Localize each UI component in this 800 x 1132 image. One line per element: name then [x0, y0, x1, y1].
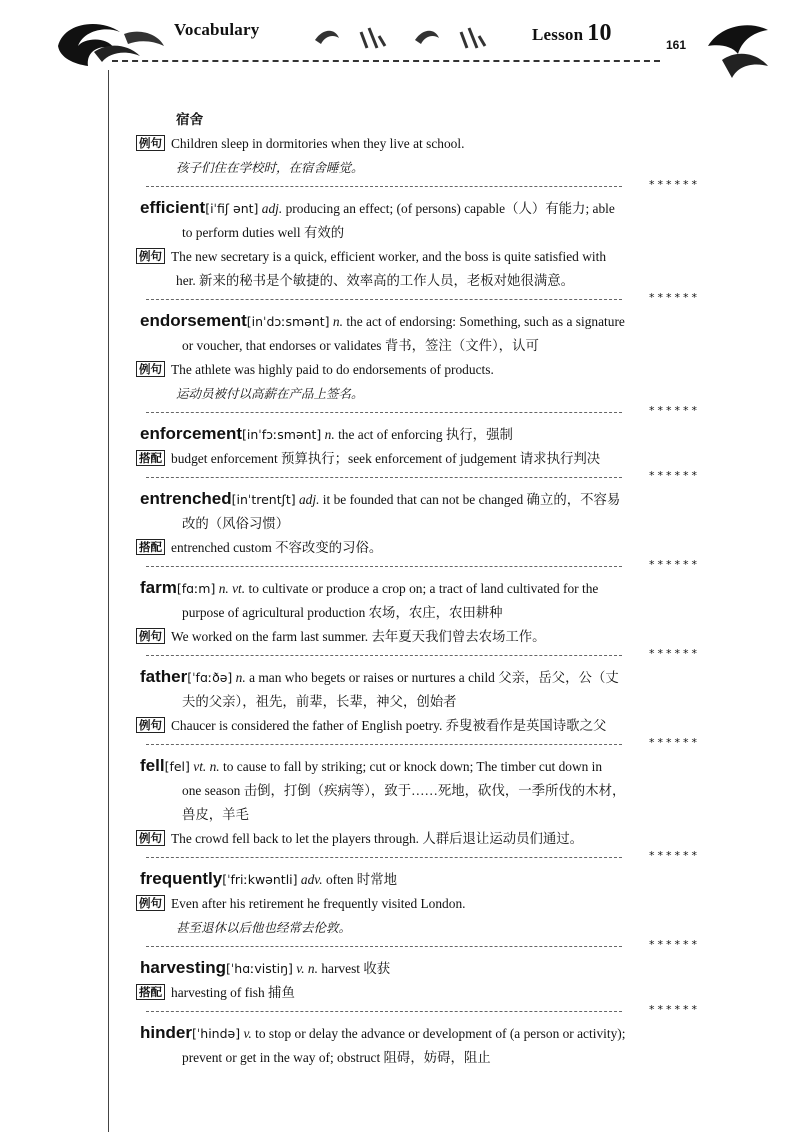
example-tag: 例句	[136, 830, 165, 846]
entry-chinese: 宿舍	[176, 112, 204, 127]
part-of-speech: n.	[332, 314, 343, 329]
margin-line	[108, 70, 109, 1132]
definition-continuation: purpose of agricultural production 农场，农庄，农田耕种	[182, 605, 503, 620]
part-of-speech: n.	[324, 427, 335, 442]
headword: hinder	[140, 1023, 192, 1042]
pronunciation: [iˈfiʃ ənt]	[205, 201, 259, 216]
vocab-entry	[140, 422, 700, 471]
definition-text: the act of endorsing: Something, such as a signature	[346, 314, 625, 329]
part-of-speech: n. vt.	[218, 581, 246, 596]
entry-separator	[140, 406, 700, 420]
example-continuation: her. 新来的秘书是个敏捷的、效率高的工作人员，老板对她很满意。	[176, 273, 574, 288]
collocation-tag: 搭配	[136, 984, 165, 1000]
separator-dash	[146, 946, 622, 947]
definition-text: it be founded that can not be changed 确立的，不容易	[322, 492, 621, 507]
separator-dash	[146, 477, 622, 478]
headword: father	[140, 667, 188, 686]
separator-dash	[146, 412, 622, 413]
entry-separator	[140, 940, 700, 954]
example-text: We worked on the farm last summer. 去年夏天我们曾去农场工作。	[171, 629, 546, 644]
example-line	[136, 714, 700, 738]
headword: frequently	[140, 869, 223, 888]
example-line	[136, 625, 700, 649]
separator-stars: ******	[649, 1003, 700, 1016]
decorative-motif-icon	[305, 18, 505, 54]
definition-text: producing an effect; (of persons) capable（人）有能力; able	[285, 201, 615, 216]
separator-dash	[146, 655, 622, 656]
vocab-entry	[140, 309, 700, 406]
definition-text: to cause to fall by striking; cut or knock down; The timber cut down in	[223, 759, 603, 774]
part-of-speech: v.	[243, 1026, 252, 1041]
separator-dash	[146, 186, 622, 187]
pronunciation: [ˈfriːkwəntli]	[222, 872, 298, 887]
separator-dash	[146, 857, 622, 858]
pronunciation: [fel]	[164, 759, 190, 774]
example-tag: 例句	[136, 361, 165, 377]
entry-headline	[140, 196, 700, 221]
pronunciation: [ˈfɑːðə]	[187, 670, 233, 685]
pronunciation: [fɑːm]	[176, 581, 216, 596]
vocab-entry	[140, 576, 700, 649]
entries-container	[140, 180, 700, 1070]
vocab-entry	[140, 867, 700, 940]
entry-separator	[140, 649, 700, 663]
entry-headline	[140, 576, 700, 601]
separator-stars: ******	[649, 647, 700, 660]
separator-stars: ******	[649, 558, 700, 571]
entry-headline	[140, 754, 700, 779]
example-text: The new secretary is a quick, efficient worker, and the boss is quite satisfied with	[171, 249, 607, 264]
entry-headline	[140, 487, 700, 512]
separator-dash	[146, 299, 622, 300]
separator-dash	[146, 744, 622, 745]
definition-text: harvest 收获	[321, 961, 391, 976]
entry-separator	[140, 180, 700, 194]
entry-headline	[140, 867, 700, 892]
definition-continuation: or voucher, that endorses or validates 背书，签注（文件），认可	[182, 338, 539, 353]
example-line	[136, 245, 700, 269]
entry-headline	[140, 422, 700, 447]
continued-entry	[140, 108, 700, 180]
example-tag: 例句	[136, 717, 165, 733]
example-line	[136, 132, 700, 156]
example-continuation: 运动员被付以高薪在产品上签名。	[176, 386, 364, 401]
example-tag: 例句	[136, 248, 165, 264]
definition-continuation: 兽皮，羊毛	[182, 807, 249, 822]
part-of-speech: adj.	[261, 201, 283, 216]
separator-stars: ******	[649, 938, 700, 951]
entry-separator	[140, 560, 700, 574]
separator-stars: ******	[649, 849, 700, 862]
pronunciation: [inˈtrentʃt]	[231, 492, 296, 507]
vocabulary-list	[140, 108, 700, 1070]
definition-text: to stop or delay the advance or development of (a person or activity);	[255, 1026, 626, 1041]
example-translation: 孩子们住在学校时，在宿舍睡觉。	[176, 160, 364, 175]
example-text: harvesting of fish 捕鱼	[171, 985, 295, 1000]
part-of-speech: vt. n.	[193, 759, 220, 774]
example-text: The crowd fell back to let the players through. 人群后退让运动员们通过。	[171, 831, 584, 846]
entry-separator	[140, 293, 700, 307]
part-of-speech: adv.	[300, 872, 323, 887]
definition-continuation: one season 击倒，打倒（疾病等），致于……死地，砍伐，一季所伐的木材，	[182, 783, 626, 798]
example-line	[136, 981, 700, 1005]
definition-text: often 时常地	[325, 872, 397, 887]
headword: enforcement	[140, 424, 243, 443]
collocation-tag: 搭配	[136, 539, 165, 555]
headword: fell	[140, 756, 165, 775]
separator-stars: ******	[649, 178, 700, 191]
example-text: Even after his retirement he frequently visited London.	[171, 896, 466, 911]
header-dashed-rule	[112, 60, 660, 62]
definition-continuation: 夫的父亲），祖先，前辈，长辈，神父，创始者	[182, 694, 457, 709]
part-of-speech: v. n.	[296, 961, 318, 976]
leaf-ornament-icon	[702, 20, 772, 82]
pronunciation: [inˈdɔːsmənt]	[246, 314, 330, 329]
vocab-entry	[140, 487, 700, 560]
example-text: entrenched custom 不容改变的习俗。	[171, 540, 383, 555]
example-text: Children sleep in dormitories when they live at school.	[171, 136, 465, 151]
example-text: Chaucer is considered the father of English poetry. 乔叟被看作是英国诗歌之父	[171, 718, 607, 733]
entry-separator	[140, 738, 700, 752]
separator-dash	[146, 1011, 622, 1012]
separator-stars: ******	[649, 291, 700, 304]
definition-continuation: prevent or get in the way of; obstruct 阻碍，妨碍，阻止	[182, 1050, 491, 1065]
vocab-entry	[140, 196, 700, 293]
headword: farm	[140, 578, 177, 597]
entry-headline	[140, 665, 700, 690]
vocab-entry	[140, 754, 700, 851]
entry-separator	[140, 1005, 700, 1019]
entry-headline	[140, 309, 700, 334]
page-header	[0, 0, 800, 96]
entry-separator	[140, 851, 700, 865]
lesson-label	[532, 20, 612, 47]
example-line	[136, 447, 700, 471]
headword: endorsement	[140, 311, 247, 330]
definition-text: to cultivate or produce a crop on; a tract of land cultivated for the	[248, 581, 599, 596]
example-tag: 例句	[136, 895, 165, 911]
vocab-entry	[140, 665, 700, 738]
separator-stars: ******	[649, 736, 700, 749]
example-line	[136, 358, 700, 382]
part-of-speech: adj.	[298, 492, 320, 507]
pronunciation: [inˈfɔːsmənt]	[242, 427, 322, 442]
section-title: Vocabulary	[174, 20, 260, 39]
definition-continuation: 改的（风俗习惯）	[182, 516, 290, 531]
part-of-speech: n.	[235, 670, 246, 685]
entry-separator	[140, 471, 700, 485]
separator-stars: ******	[649, 404, 700, 417]
lesson-number: 10	[587, 20, 612, 46]
swirl-ornament-icon	[54, 16, 166, 74]
page-number: 161	[666, 38, 687, 52]
vocab-entry	[140, 956, 700, 1005]
vocab-entry	[140, 1021, 700, 1070]
headword: entrenched	[140, 489, 232, 508]
example-line	[136, 827, 700, 851]
example-continuation: 甚至退休以后他也经常去伦敦。	[176, 920, 352, 935]
pronunciation: [ˈhində]	[191, 1026, 241, 1041]
example-tag: 例句	[136, 628, 165, 644]
example-line	[136, 892, 700, 916]
headword: efficient	[140, 198, 206, 217]
collocation-tag: 搭配	[136, 450, 165, 466]
example-text: The athlete was highly paid to do endorsements of products.	[171, 362, 494, 377]
definition-text: the act of enforcing 执行，强制	[338, 427, 513, 442]
example-text: budget enforcement 预算执行；seek enforcement of judgement 请求执行判决	[171, 451, 601, 466]
lesson-label-text: Lesson	[532, 25, 584, 44]
example-tag: 例句	[136, 135, 165, 151]
entry-headline	[140, 1021, 700, 1046]
example-line	[136, 536, 700, 560]
separator-dash	[146, 566, 622, 567]
definition-continuation: to perform duties well 有效的	[182, 225, 345, 240]
entry-headline	[140, 956, 700, 981]
headword: harvesting	[140, 958, 226, 977]
separator-stars: ******	[649, 469, 700, 482]
pronunciation: [ˈhɑːvistiŋ]	[225, 961, 293, 976]
definition-text: a man who begets or raises or nurtures a child 父亲，岳父，公（丈	[249, 670, 619, 685]
